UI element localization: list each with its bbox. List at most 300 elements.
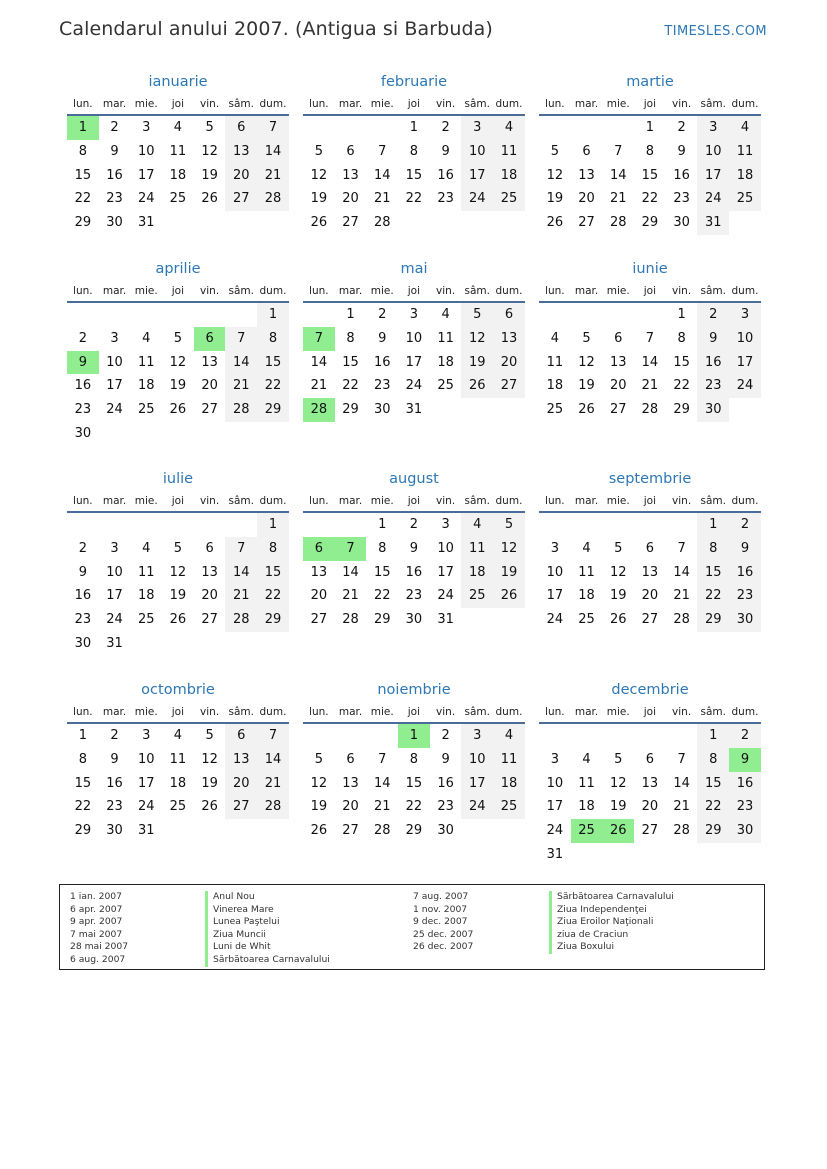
day-cell: 13 — [310, 564, 328, 580]
day-cell: 3 — [142, 120, 151, 135]
day-cell: 28 — [225, 398, 257, 422]
weekday-label: vin. — [672, 285, 692, 297]
day-cell: 27 — [342, 823, 359, 839]
day-cell: 29 — [673, 402, 690, 418]
day-cell: 22 — [342, 378, 359, 394]
day-cell: 23 — [405, 588, 423, 604]
day-cell: 16 — [729, 772, 761, 796]
week-row — [67, 819, 289, 843]
empty-day-cell — [571, 843, 603, 867]
day-cell: 10 — [137, 751, 155, 767]
day-cell: 13 — [201, 564, 218, 580]
week-row — [539, 398, 761, 422]
empty-day-cell — [634, 303, 666, 327]
week-row — [303, 398, 525, 422]
weekday-header — [67, 493, 289, 513]
day-cell: 7 — [677, 540, 686, 556]
day-cell: 1 — [78, 728, 87, 743]
empty-day-cell — [99, 303, 131, 327]
day-cell: 24 — [405, 378, 423, 394]
weekday-label: mie. — [134, 285, 158, 297]
day-cell: 13 — [342, 167, 359, 183]
day-cell: 8 — [257, 327, 289, 351]
day-cell: 20 — [342, 799, 359, 815]
weekday-label: mar. — [338, 706, 363, 718]
weekday-label: mie. — [134, 98, 158, 110]
day-cell: 15 — [405, 775, 423, 791]
holiday-name: Sărbătoarea Carnavalului — [549, 891, 674, 904]
empty-day-cell — [303, 116, 335, 140]
holiday-names-col-2 — [549, 891, 674, 954]
day-cell: 10 — [546, 564, 564, 580]
day-cell: 11 — [546, 354, 564, 370]
day-cell: 29 — [342, 402, 359, 418]
month-name: aprilie — [155, 261, 201, 277]
day-cell: 29 — [697, 608, 729, 632]
day-cell: 15 — [373, 564, 391, 580]
day-cell: 9 — [729, 537, 761, 561]
weekday-label: vin. — [436, 706, 456, 718]
day-cell: 19 — [578, 378, 595, 394]
day-cell: 6 — [493, 303, 525, 327]
week-row — [303, 116, 525, 140]
week-row — [67, 748, 289, 772]
day-cell: 1 — [697, 513, 729, 537]
weekday-label: sâm. — [700, 98, 727, 110]
holiday-name: Ziua Muncii — [205, 929, 330, 942]
day-cell: 26 — [310, 215, 328, 231]
weekday-label: lun. — [309, 706, 329, 718]
day-cell: 22 — [673, 378, 690, 394]
week-row — [303, 211, 525, 235]
day-cell: 4 — [493, 116, 525, 140]
weekday-label: joi — [643, 98, 657, 110]
day-cell: 2 — [729, 513, 761, 537]
week-row — [303, 327, 525, 351]
day-cell: 11 — [137, 354, 155, 370]
day-cell: 18 — [578, 799, 595, 815]
day-cell: 27 — [225, 187, 257, 211]
day-cell: 5 — [205, 120, 214, 135]
day-cell: 19 — [201, 167, 218, 183]
week-row — [67, 116, 289, 140]
weekday-label: dum. — [495, 285, 523, 297]
day-cell: 17 — [461, 164, 493, 188]
day-cell: 1 — [257, 303, 289, 327]
day-cell: 14 — [673, 564, 690, 580]
day-cell: 9 — [78, 564, 87, 580]
holiday-name: Ziua Boxului — [549, 941, 674, 954]
day-cell: 17 — [546, 799, 564, 815]
day-cell: 25 — [137, 402, 155, 418]
day-cell: 27 — [310, 612, 328, 628]
week-row — [67, 724, 289, 748]
day-cell: 17 — [729, 351, 761, 375]
day-cell: 3 — [142, 728, 151, 743]
day-cell: 27 — [342, 215, 359, 231]
day-cell: 30 — [729, 819, 761, 843]
month-name: august — [389, 471, 439, 487]
day-cell: 30 — [74, 635, 92, 651]
holiday-date: 6 aug. 2007 — [70, 953, 126, 965]
day-cell: 7 — [645, 330, 655, 346]
weekday-label: joi — [643, 706, 657, 718]
day-cell: 9 — [409, 540, 419, 556]
day-cell: 2 — [378, 307, 387, 322]
weekday-label: dum. — [259, 285, 287, 297]
weekday-label: joi — [407, 98, 421, 110]
day-cell: 24 — [106, 402, 123, 418]
weekday-label: dum. — [495, 706, 523, 718]
week-row — [67, 303, 289, 327]
day-cell: 10 — [697, 140, 729, 164]
day-cell: 24 — [697, 187, 729, 211]
weekday-label: sâm. — [228, 285, 255, 297]
day-cell: 6 — [205, 540, 214, 556]
month-name: octombrie — [141, 682, 215, 698]
day-cell: 31 — [106, 635, 123, 651]
holiday-legend — [59, 884, 765, 970]
day-cell: 1 — [645, 120, 655, 135]
month-name: noiembrie — [377, 682, 451, 698]
week-row — [539, 327, 761, 351]
empty-day-cell — [697, 843, 729, 867]
day-cell: 8 — [78, 751, 87, 767]
day-cell: 9 — [110, 751, 119, 767]
holiday-date: 9 dec. 2007 — [413, 916, 468, 928]
day-cell: 8 — [677, 330, 686, 346]
day-cell: 5 — [314, 143, 323, 159]
weekday-label: sâm. — [228, 495, 255, 507]
weekday-label: mar. — [102, 285, 127, 297]
weekday-label: mie. — [606, 98, 630, 110]
empty-day-cell — [225, 303, 257, 327]
day-cell: 11 — [137, 564, 155, 580]
day-cell: 4 — [729, 116, 761, 140]
holiday-name: Ziua Independenţei — [549, 904, 674, 917]
day-cell: 28 — [641, 402, 659, 418]
empty-day-cell — [194, 632, 226, 656]
empty-day-cell — [666, 843, 698, 867]
week-row — [303, 513, 525, 537]
weekday-label: dum. — [495, 98, 523, 110]
day-cell: 11 — [493, 140, 525, 164]
day-cell: 18 — [493, 164, 525, 188]
weekday-label: mar. — [574, 98, 599, 110]
day-cell: 30 — [405, 612, 423, 628]
month-noiembrie — [303, 680, 525, 843]
day-cell: 17 — [106, 588, 123, 604]
day-cell: 18 — [137, 588, 155, 604]
holiday-name: Sărbătoarea Carnavalului — [205, 954, 330, 967]
day-cell: 28 — [257, 187, 289, 211]
day-cell: 16 — [74, 378, 92, 394]
day-cell: 3 — [441, 517, 450, 532]
weekday-label: sâm. — [700, 285, 727, 297]
day-cell: 18 — [546, 378, 564, 394]
day-cell: 3 — [461, 116, 493, 140]
empty-day-cell — [303, 724, 335, 748]
day-cell: 11 — [493, 748, 525, 772]
day-cell: 6 — [582, 143, 591, 159]
weekday-label: sâm. — [228, 98, 255, 110]
day-cell: 13 — [641, 775, 659, 791]
empty-day-cell — [162, 819, 194, 843]
day-cell: 9 — [67, 351, 99, 375]
day-cell: 4 — [550, 330, 559, 346]
day-cell: 10 — [106, 564, 123, 580]
week-row — [303, 772, 525, 796]
holiday-date: 6 apr. 2007 — [70, 903, 123, 915]
day-cell: 11 — [461, 537, 493, 561]
day-cell: 3 — [409, 307, 419, 322]
day-cell: 25 — [461, 584, 493, 608]
day-cell: 12 — [169, 564, 187, 580]
day-cell: 14 — [673, 775, 690, 791]
day-cell: 18 — [578, 588, 595, 604]
week-row — [539, 748, 761, 772]
day-cell: 9 — [378, 330, 387, 346]
empty-day-cell — [366, 116, 398, 140]
day-cell: 9 — [110, 143, 119, 159]
day-cell: 28 — [303, 398, 335, 422]
site-logo[interactable]: TIMESLES.COM — [664, 24, 767, 39]
empty-day-cell — [398, 211, 430, 235]
empty-day-cell — [493, 398, 525, 422]
day-cell: 7 — [303, 327, 335, 351]
day-cell: 9 — [441, 143, 450, 159]
day-cell: 2 — [78, 540, 87, 556]
day-cell: 14 — [342, 564, 359, 580]
week-row — [539, 140, 761, 164]
week-row — [539, 303, 761, 327]
day-cell: 30 — [106, 215, 123, 231]
month-iulie — [67, 469, 289, 656]
day-cell: 11 — [729, 140, 761, 164]
day-cell: 20 — [225, 772, 257, 796]
day-cell: 18 — [729, 164, 761, 188]
weekday-label: joi — [407, 285, 421, 297]
month-name: mai — [400, 261, 428, 277]
day-cell: 27 — [225, 795, 257, 819]
week-row — [303, 795, 525, 819]
week-row — [539, 819, 761, 843]
weekday-header — [539, 283, 761, 303]
week-row — [303, 819, 525, 843]
empty-day-cell — [225, 513, 257, 537]
week-row — [67, 211, 289, 235]
week-row — [303, 584, 525, 608]
weekday-label: vin. — [672, 98, 692, 110]
day-cell: 30 — [106, 823, 123, 839]
day-cell: 20 — [201, 378, 218, 394]
day-cell: 7 — [225, 537, 257, 561]
day-cell: 21 — [641, 378, 659, 394]
day-cell: 3 — [550, 751, 559, 767]
day-cell: 22 — [257, 374, 289, 398]
empty-day-cell — [335, 724, 367, 748]
month-iunie — [539, 259, 761, 422]
holiday-date: 26 dec. 2007 — [413, 941, 474, 953]
day-cell: 20 — [342, 191, 359, 207]
weekday-label: joi — [171, 98, 185, 110]
month-aprilie — [67, 259, 289, 446]
weekday-label: vin. — [672, 495, 692, 507]
empty-day-cell — [335, 116, 367, 140]
day-cell: 12 — [546, 167, 564, 183]
day-cell: 26 — [493, 584, 525, 608]
weekday-header — [303, 283, 525, 303]
weekday-label: mar. — [102, 495, 127, 507]
week-row — [67, 327, 289, 351]
week-row — [67, 374, 289, 398]
day-cell: 27 — [493, 374, 525, 398]
day-cell: 22 — [405, 799, 423, 815]
day-cell: 28 — [257, 795, 289, 819]
weekday-header — [539, 493, 761, 513]
day-cell: 21 — [310, 378, 328, 394]
day-cell: 3 — [697, 116, 729, 140]
empty-day-cell — [130, 513, 162, 537]
day-cell: 27 — [641, 612, 659, 628]
weekday-label: dum. — [731, 285, 759, 297]
week-row — [303, 537, 525, 561]
empty-day-cell — [194, 513, 226, 537]
weekday-label: dum. — [731, 98, 759, 110]
day-cell: 21 — [225, 374, 257, 398]
day-cell: 7 — [225, 327, 257, 351]
month-name: septembrie — [608, 471, 692, 487]
day-cell: 10 — [546, 775, 564, 791]
day-cell: 8 — [697, 537, 729, 561]
day-cell: 23 — [74, 612, 92, 628]
day-cell: 18 — [493, 772, 525, 796]
month-septembrie — [539, 469, 761, 632]
empty-day-cell — [257, 632, 289, 656]
day-cell: 19 — [609, 588, 627, 604]
month-name: ianuarie — [148, 74, 208, 90]
day-cell: 9 — [697, 327, 729, 351]
empty-day-cell — [225, 632, 257, 656]
day-cell: 25 — [493, 795, 525, 819]
empty-day-cell — [257, 211, 289, 235]
day-cell: 11 — [578, 564, 595, 580]
day-cell: 26 — [201, 799, 218, 815]
day-cell: 22 — [257, 584, 289, 608]
empty-day-cell — [162, 513, 194, 537]
weekday-label: vin. — [672, 706, 692, 718]
empty-day-cell — [729, 211, 761, 235]
holiday-name: Ziua Eroilor Naţionali — [549, 916, 674, 929]
weekday-label: vin. — [200, 495, 220, 507]
weekday-label: mar. — [102, 98, 127, 110]
week-row — [67, 772, 289, 796]
day-cell: 19 — [310, 799, 328, 815]
week-row — [303, 140, 525, 164]
weekday-header — [67, 283, 289, 303]
weekday-label: lun. — [309, 98, 329, 110]
day-cell: 3 — [461, 724, 493, 748]
day-cell: 10 — [729, 327, 761, 351]
weekday-label: dum. — [259, 495, 287, 507]
weekday-label: joi — [407, 495, 421, 507]
day-cell: 29 — [74, 215, 92, 231]
empty-day-cell — [634, 724, 666, 748]
month-name: iulie — [162, 471, 194, 487]
day-cell: 2 — [441, 120, 450, 135]
week-row — [303, 374, 525, 398]
day-cell: 23 — [729, 795, 761, 819]
day-cell: 13 — [225, 748, 257, 772]
day-cell: 22 — [697, 584, 729, 608]
week-row — [67, 795, 289, 819]
week-row — [539, 211, 761, 235]
day-cell: 16 — [74, 588, 92, 604]
empty-day-cell — [99, 513, 131, 537]
week-row — [303, 608, 525, 632]
day-cell: 31 — [546, 846, 564, 862]
day-cell: 2 — [677, 120, 686, 135]
day-cell: 12 — [310, 167, 328, 183]
day-cell: 12 — [493, 537, 525, 561]
day-cell: 31 — [437, 612, 454, 628]
weekday-label: lun. — [73, 285, 93, 297]
week-row — [303, 303, 525, 327]
day-cell: 29 — [697, 819, 729, 843]
day-cell: 4 — [461, 513, 493, 537]
day-cell: 30 — [74, 425, 92, 441]
day-cell: 23 — [437, 799, 454, 815]
week-row — [539, 608, 761, 632]
empty-day-cell — [303, 303, 335, 327]
week-row — [539, 772, 761, 796]
day-cell: 15 — [405, 167, 423, 183]
holiday-names-col-1 — [205, 891, 330, 967]
weekday-label: sâm. — [700, 495, 727, 507]
day-cell: 20 — [578, 191, 595, 207]
empty-day-cell — [461, 398, 493, 422]
day-cell: 27 — [609, 402, 627, 418]
weekday-label: joi — [171, 706, 185, 718]
day-cell: 15 — [342, 354, 359, 370]
weekday-label: mar. — [574, 495, 599, 507]
day-cell: 24 — [137, 191, 155, 207]
day-cell: 12 — [461, 327, 493, 351]
empty-day-cell — [366, 724, 398, 748]
holiday-dates-col-1 — [70, 891, 128, 967]
weekday-label: lun. — [73, 495, 93, 507]
day-cell: 15 — [257, 561, 289, 585]
day-cell: 3 — [110, 330, 119, 346]
empty-day-cell — [602, 116, 634, 140]
empty-day-cell — [634, 513, 666, 537]
day-cell: 28 — [673, 823, 690, 839]
weekday-header — [67, 96, 289, 116]
day-cell: 14 — [373, 167, 391, 183]
week-row — [303, 187, 525, 211]
day-cell: 14 — [225, 561, 257, 585]
week-row — [539, 116, 761, 140]
weekday-label: joi — [643, 285, 657, 297]
weekday-label: joi — [171, 285, 185, 297]
day-cell: 18 — [437, 354, 454, 370]
day-cell: 1 — [677, 307, 686, 322]
day-cell: 5 — [173, 540, 183, 556]
week-row — [67, 584, 289, 608]
empty-day-cell — [493, 819, 525, 843]
weekday-header — [303, 704, 525, 724]
weekday-label: mie. — [606, 285, 630, 297]
